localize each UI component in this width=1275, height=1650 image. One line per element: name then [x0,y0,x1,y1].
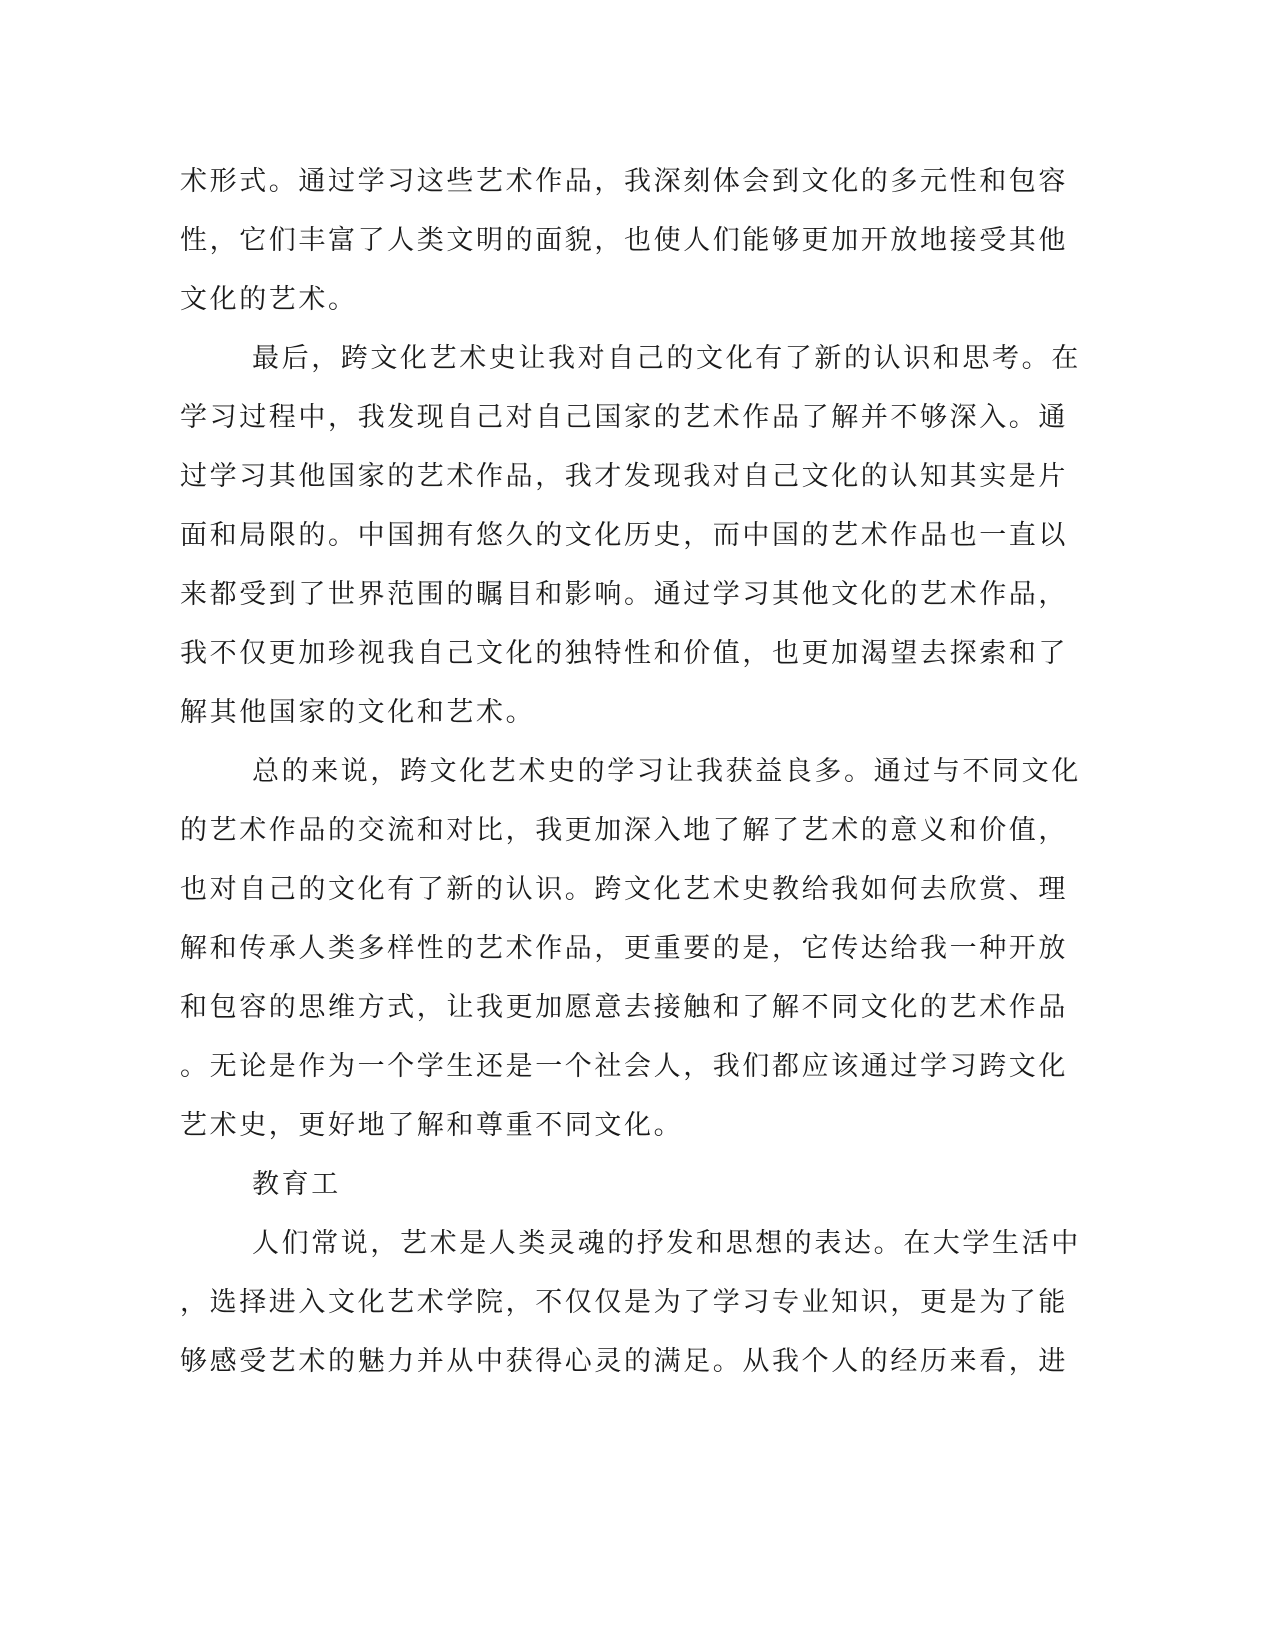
text-line: ，选择进入文化艺术学院，不仅仅是为了学习专业知识，更是为了能 [180,1287,1068,1318]
text-line: 我不仅更加珍视我自己文化的独特性和价值，也更加渴望去探索和了 [180,638,1068,669]
text-line: 面和局限的。中国拥有悠久的文化历史，而中国的艺术作品也一直以 [180,520,1068,551]
text-line: 过学习其他国家的艺术作品，我才发现我对自己文化的认知其实是片 [180,461,1068,492]
text-line: 解其他国家的文化和艺术。 [180,697,536,728]
text-line: 也对自己的文化有了新的认识。跨文化艺术史教给我如何去欣赏、理 [180,874,1068,905]
text-line: 学习过程中，我发现自己对自己国家的艺术作品了解并不够深入。通 [180,402,1068,433]
text-line: 和包容的思维方式，让我更加愿意去接触和了解不同文化的艺术作品 [180,992,1068,1023]
text-line: 总的来说，跨文化艺术史的学习让我获益良多。通过与不同文化 [252,756,1081,787]
text-line: 来都受到了世界范围的瞩目和影响。通过学习其他文化的艺术作品， [180,579,1068,610]
text-line: 解和传承人类多样性的艺术作品，更重要的是，它传达给我一种开放 [180,933,1068,964]
text-line: 够感受艺术的魅力并从中获得心灵的满足。从我个人的经历来看，进 [180,1346,1068,1377]
text-line: 艺术史，更好地了解和尊重不同文化。 [180,1110,684,1141]
text-line: 性，它们丰富了人类文明的面貌，也使人们能够更加开放地接受其他 [180,225,1068,256]
text-line: 的艺术作品的交流和对比，我更加深入地了解了艺术的意义和价值， [180,815,1068,846]
text-line: 术形式。通过学习这些艺术作品，我深刻体会到文化的多元性和包容 [180,166,1068,197]
text-line: 最后，跨文化艺术史让我对自己的文化有了新的认识和思考。在 [252,343,1081,374]
body-text [180,152,1081,1391]
text-line: 人们常说，艺术是人类灵魂的抒发和思想的表达。在大学生活中 [252,1228,1081,1259]
text-line: 文化的艺术。 [180,284,358,315]
text-line: 教育工 [252,1169,341,1200]
text-line: 。无论是作为一个学生还是一个社会人，我们都应该通过学习跨文化 [180,1051,1068,1082]
